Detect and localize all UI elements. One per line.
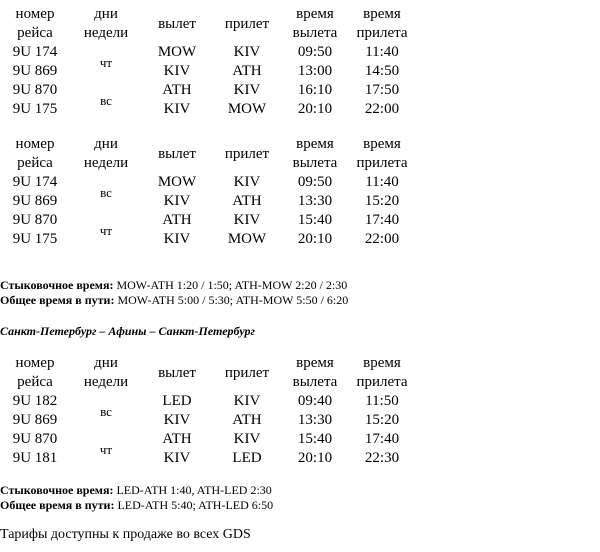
arrival-airport: ATH <box>232 193 262 209</box>
connection-time-note: Стыковочное время: LED-ATH 1:40, ATH-LED 2:30 <box>0 483 272 497</box>
table-header <box>0 135 416 173</box>
arrival-time: 17:40 <box>364 212 400 228</box>
table-header <box>0 5 416 43</box>
arrival-time: 14:50 <box>364 63 400 79</box>
departure-airport: LED <box>162 393 192 409</box>
table-row <box>0 43 416 62</box>
header-flight: номер рейса <box>15 355 55 390</box>
weekday: чт <box>99 222 113 238</box>
arrival-airport: KIV <box>233 174 261 190</box>
header-flight: номер рейса <box>15 6 55 41</box>
table-row <box>0 62 416 81</box>
arrival-time: 11:40 <box>365 44 399 60</box>
header-departure: вылет <box>158 364 196 381</box>
header-departure: вылет <box>158 145 196 162</box>
flight-number: 9U 174 <box>12 174 58 190</box>
flight-number: 9U 869 <box>12 193 58 209</box>
weekday: вс <box>100 403 112 419</box>
arrival-airport: KIV <box>233 431 261 447</box>
arrival-time: 15:20 <box>364 193 400 209</box>
header-weekdays: дни недели <box>83 136 129 171</box>
gds-availability-note: Тарифы доступны к продаже во всех GDS <box>0 527 251 542</box>
total-time-note: Общее время в пути: MOW-ATH 5:00 / 5:30; ATH-MOW 5:50 / 6:20 <box>0 293 349 307</box>
header-flight: номер рейса <box>15 136 55 171</box>
departure-time: 15:40 <box>297 431 333 447</box>
weekday: чт <box>99 441 113 457</box>
departure-time: 20:10 <box>297 101 333 117</box>
header-weekdays: дни недели <box>83 355 129 390</box>
departure-time: 13:00 <box>297 63 333 79</box>
departure-airport: KIV <box>163 193 191 209</box>
departure-time: 09:50 <box>297 174 333 190</box>
departure-airport: KIV <box>163 101 191 117</box>
flight-number: 9U 869 <box>12 63 58 79</box>
header-dep-time: время вылета <box>292 6 338 41</box>
departure-time: 20:10 <box>297 231 333 247</box>
departure-time: 13:30 <box>297 412 333 428</box>
schedule-table-3 <box>0 354 416 468</box>
flight-number: 9U 175 <box>12 231 58 247</box>
arrival-airport: MOW <box>227 231 267 247</box>
flight-number: 9U 870 <box>12 82 58 98</box>
flight-number: 9U 870 <box>12 431 58 447</box>
departure-airport: ATH <box>162 212 192 228</box>
table-header <box>0 354 416 392</box>
arrival-airport: ATH <box>232 63 262 79</box>
weekday: вс <box>100 92 112 108</box>
header-weekdays: дни недели <box>83 6 129 41</box>
flight-number: 9U 182 <box>12 393 58 409</box>
departure-airport: ATH <box>162 431 192 447</box>
table-row <box>0 192 416 211</box>
flight-number: 9U 181 <box>12 450 58 466</box>
arrival-time: 17:50 <box>364 82 400 98</box>
header-arr-time: время прилета <box>356 355 408 390</box>
departure-airport: ATH <box>162 82 192 98</box>
departure-time: 16:10 <box>297 82 333 98</box>
departure-time: 13:30 <box>297 193 333 209</box>
total-time-note: Общее время в пути: LED-ATH 5:40; ATH-LED 6:50 <box>0 498 274 512</box>
departure-airport: KIV <box>163 450 191 466</box>
arrival-airport: KIV <box>233 393 261 409</box>
schedule-table-1 <box>0 5 416 119</box>
departure-time: 09:40 <box>297 393 333 409</box>
arrival-time: 11:40 <box>365 174 399 190</box>
arrival-airport: KIV <box>233 212 261 228</box>
route-title: Санкт-Петербург – Афины – Санкт-Петербург <box>0 324 255 338</box>
flight-number: 9U 175 <box>12 101 58 117</box>
flight-number: 9U 174 <box>12 44 58 60</box>
header-arrival: прилет <box>224 145 270 162</box>
table-row <box>0 81 416 100</box>
arrival-time: 22:00 <box>364 231 400 247</box>
header-arrival: прилет <box>224 364 270 381</box>
arrival-time: 22:30 <box>364 450 400 466</box>
departure-time: 20:10 <box>297 450 333 466</box>
header-dep-time: время вылета <box>292 136 338 171</box>
arrival-time: 15:20 <box>364 412 400 428</box>
departure-airport: KIV <box>163 231 191 247</box>
arrival-airport: KIV <box>233 44 261 60</box>
arrival-airport: MOW <box>227 101 267 117</box>
arrival-airport: KIV <box>233 82 261 98</box>
arrival-airport: ATH <box>232 412 262 428</box>
weekday: чт <box>99 54 113 70</box>
table-row <box>0 211 416 230</box>
table-row <box>0 430 416 449</box>
table-row <box>0 173 416 192</box>
weekday: вс <box>100 184 112 200</box>
header-arr-time: время прилета <box>356 6 408 41</box>
departure-airport: MOW <box>157 174 197 190</box>
table-row <box>0 449 416 468</box>
arrival-time: 11:50 <box>365 393 399 409</box>
header-arr-time: время прилета <box>356 136 408 171</box>
header-arrival: прилет <box>224 15 270 32</box>
flight-number: 9U 870 <box>12 212 58 228</box>
connection-time-note: Стыковочное время: MOW-ATH 1:20 / 1:50; ATH-MOW 2:20 / 2:30 <box>0 278 348 292</box>
departure-time: 09:50 <box>297 44 333 60</box>
table-row <box>0 411 416 430</box>
departure-airport: MOW <box>157 44 197 60</box>
arrival-time: 22:00 <box>364 101 400 117</box>
arrival-airport: LED <box>232 450 262 466</box>
table-row <box>0 392 416 411</box>
flight-number: 9U 869 <box>12 412 58 428</box>
header-dep-time: время вылета <box>292 355 338 390</box>
arrival-time: 17:40 <box>364 431 400 447</box>
departure-airport: KIV <box>163 63 191 79</box>
departure-airport: KIV <box>163 412 191 428</box>
schedule-table-2 <box>0 135 416 249</box>
table-row <box>0 230 416 249</box>
departure-time: 15:40 <box>297 212 333 228</box>
header-departure: вылет <box>158 15 196 32</box>
table-row <box>0 100 416 119</box>
